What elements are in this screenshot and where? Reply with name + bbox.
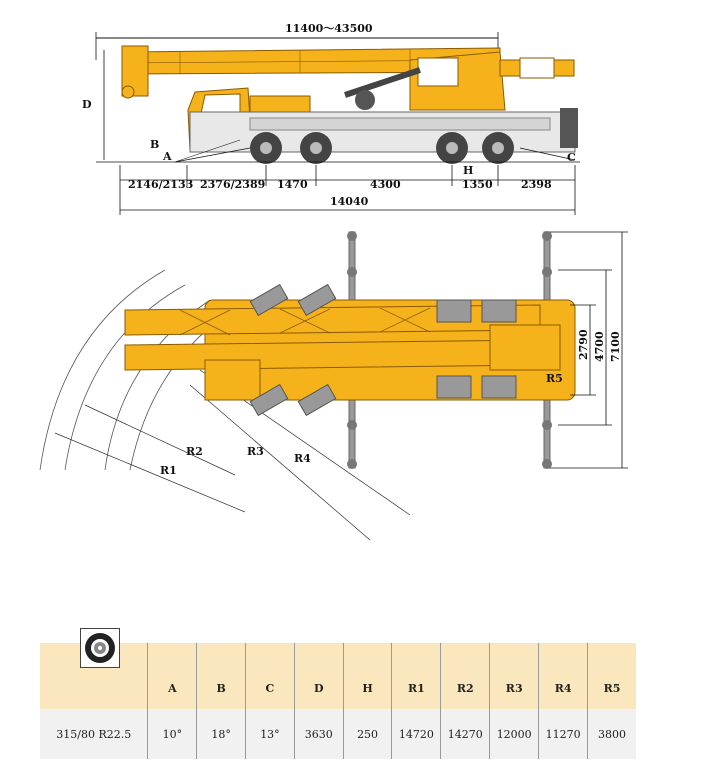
- dim-width-7100: 7100: [609, 331, 622, 362]
- value-R1: 14720: [392, 709, 441, 759]
- tire-icon: [80, 628, 120, 668]
- value-A: 10°: [148, 709, 197, 759]
- value-B: 18°: [197, 709, 246, 759]
- boom-top: [125, 305, 540, 335]
- top-view: [40, 231, 628, 540]
- spec-header-row: [40, 643, 636, 709]
- label-B: B: [150, 138, 160, 151]
- label-R4: R4: [294, 452, 311, 465]
- header-A: A: [148, 643, 197, 709]
- header-B: B: [197, 643, 246, 709]
- label-R5: R5: [546, 372, 563, 385]
- value-C: 13°: [246, 709, 295, 759]
- operator-cab: [418, 58, 458, 86]
- dim-total-length: 14040: [330, 195, 369, 208]
- value-D: 3630: [294, 709, 343, 759]
- header-R2: R2: [441, 643, 490, 709]
- dim-axle-2: 1470: [277, 178, 308, 191]
- spec-table: [40, 643, 636, 759]
- value-H: 250: [343, 709, 392, 759]
- label-C: C: [567, 151, 576, 164]
- header-C: C: [246, 643, 295, 709]
- value-R5: 3800: [588, 709, 636, 759]
- side-view: [82, 22, 580, 215]
- dim-rear-overhang: 2398: [521, 178, 552, 191]
- dim-width-4700: 4700: [593, 331, 606, 362]
- value-R4: 11270: [539, 709, 588, 759]
- label-R2: R2: [186, 445, 203, 458]
- label-H: H: [463, 164, 474, 177]
- dim-axle-1: 2376/2389: [200, 178, 266, 191]
- header-R3: R3: [490, 643, 539, 709]
- spec-value-row: [40, 709, 636, 759]
- header-R1: R1: [392, 643, 441, 709]
- label-R1: R1: [160, 464, 177, 477]
- dim-width-2790: 2790: [577, 329, 590, 360]
- boom-length-dim: 11400～43500: [285, 22, 373, 35]
- label-A: A: [163, 150, 172, 163]
- header-R4: R4: [539, 643, 588, 709]
- value-R3: 12000: [490, 709, 539, 759]
- dim-front-overhang: 2146/2133: [128, 178, 194, 191]
- label-R3: R3: [247, 445, 264, 458]
- header-R5: R5: [588, 643, 636, 709]
- value-R2: 14270: [441, 709, 490, 759]
- label-D: D: [82, 98, 92, 111]
- header-H: H: [343, 643, 392, 709]
- header-D: D: [294, 643, 343, 709]
- dim-axle-3: 4300: [370, 178, 401, 191]
- dim-axle-4: 1350: [462, 178, 493, 191]
- tire-size: 315/80 R22.5: [40, 709, 148, 759]
- tire-header-cell: [40, 643, 148, 709]
